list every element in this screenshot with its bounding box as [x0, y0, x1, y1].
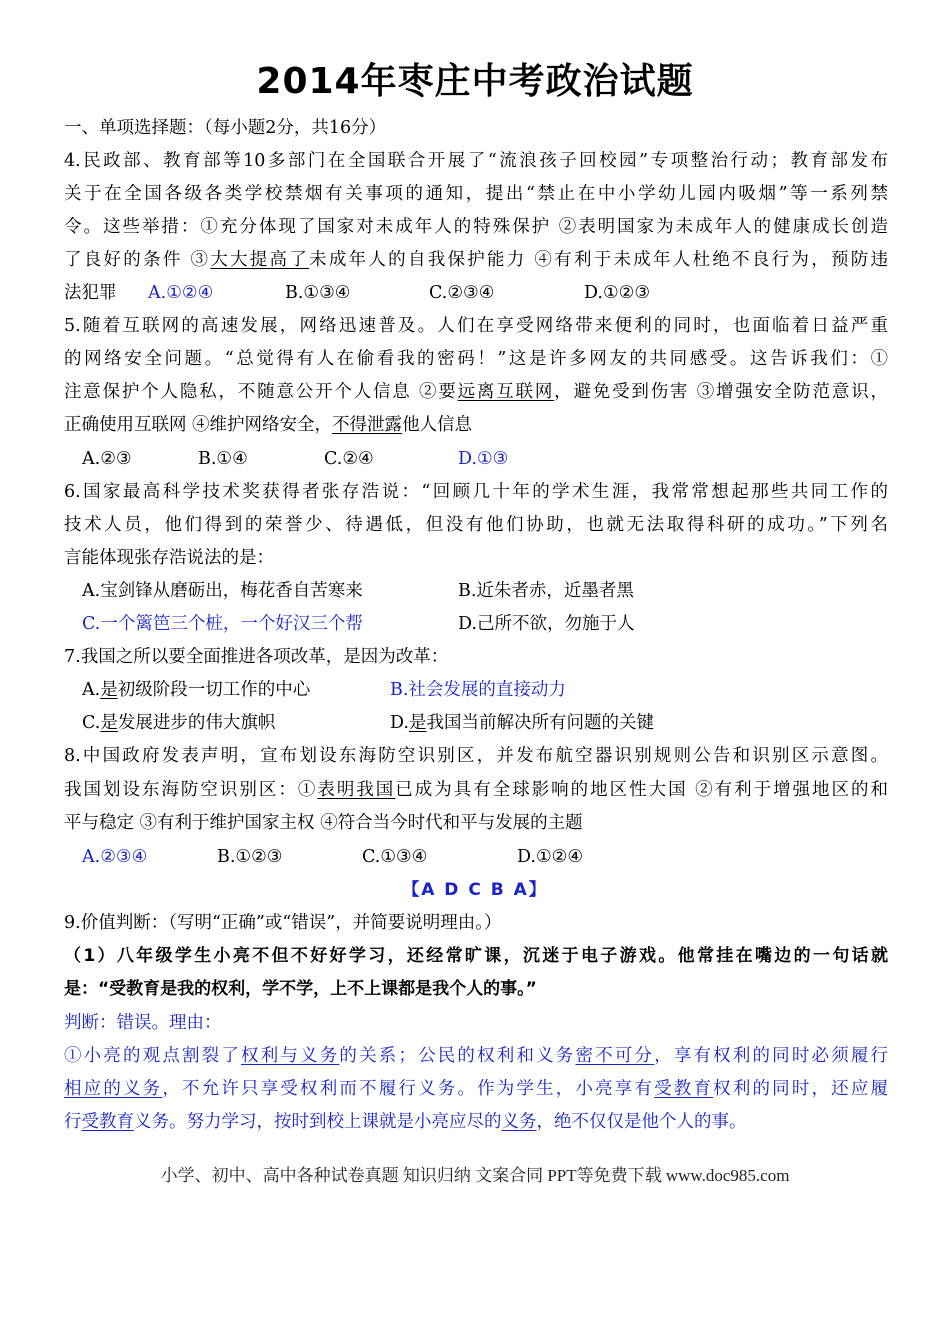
underlined-phrase: 大大提高了	[210, 250, 310, 270]
q6-option-a: A.宝剑锋从磨砺出，梅花香自苦寒来	[82, 581, 363, 601]
q9-line-1: 9.价值判断：（写明“正确”或“错误”，并简要说明理由。）	[64, 913, 502, 933]
q5-line-1: 5.随着互联网的高速发展，网络迅速普及。人们在享受网络带来便利的同时，也面临着日益严重	[64, 316, 888, 336]
underlined-phrase: 远离互联网	[457, 382, 555, 402]
q4-option-a: A.①②④	[148, 283, 214, 303]
q7-option-c: C.是发展进步的伟大旗帜	[82, 713, 276, 733]
q7-option-b: B.社会发展的直接动力	[390, 680, 566, 700]
q6-option-c: C.一个篱笆三个桩，一个好汉三个帮	[82, 614, 363, 634]
q5-option-d: D.①③	[458, 449, 509, 469]
q4-line-4: 了良好的条件 ③大大提高了未成年人的自我保护能力 ④有利于未成年人杜绝不良行为，预防违	[64, 250, 889, 270]
footer-text: 小学、初中、高中各种试卷真题 知识归纳 文案合同 PPT等免费下载 www.doc985.com	[160, 1166, 790, 1185]
q9-reason-line-1: ①小亮的观点割裂了权利与义务的关系；公民的权利和义务密不可分，享有权利的同时必须履行	[64, 1046, 889, 1066]
q7-option-d: D.是我国当前解决所有问题的关键	[390, 713, 654, 733]
q8-option-c: C.①③④	[362, 847, 428, 867]
q8-option-b: B.①②③	[217, 847, 283, 867]
q5-option-b: B.①④	[198, 449, 248, 469]
q4-option-c: C.②③④	[429, 283, 495, 303]
q4-line-2: 关于在全国各级各类学校禁烟有关事项的通知，提出“禁止在中小学幼儿园内吸烟”等一系列禁	[64, 184, 888, 204]
q4-line-1: 4.民政部、教育部等10多部门在全国联合开展了“流浪孩子回校园”专项整治行动；教育部发布	[64, 151, 888, 171]
q8-option-a: A.②③④	[82, 847, 148, 867]
q5-option-a: A.②③	[82, 449, 132, 469]
answer-key: 【A D C B A】	[402, 880, 548, 900]
section-heading: 一、单项选择题：（每小题2分，共16分）	[64, 118, 387, 138]
q6-line-3: 言能体现张存浩说法的是：	[64, 548, 274, 568]
q8-line-3: 平与稳定 ③有利于维护国家主权 ④符合当今时代和平与发展的主题	[64, 813, 583, 833]
q6-option-b: B.近朱者赤，近墨者黑	[458, 581, 634, 601]
q8-option-d: D.①②④	[517, 847, 584, 867]
page-title: 2014年枣庄中考政治试题	[256, 61, 694, 102]
q4-line-3: 令。这些举措：①充分体现了国家对未成年人的特殊保护 ②表明国家为未成年人的健康成长创造	[64, 217, 888, 237]
q5-line-3: 注意保护个人隐私，不随意公开个人信息 ②要远离互联网，避免受到伤害 ③增强安全防范意识，	[64, 382, 889, 402]
q9-reason-line-3: 行受教育义务。努力学习，按时到校上课就是小亮应尽的义务，绝不仅仅是他个人的事。	[64, 1112, 747, 1132]
q4-option-b: B.①③④	[285, 283, 351, 303]
q7-line-1: 7.我国之所以要全面推进各项改革，是因为改革：	[64, 647, 449, 667]
q9-judgement: 判断：错误。理由：	[64, 1013, 222, 1033]
q9-reason-line-2: 相应的义务，不允许只享受权利而不履行义务。作为学生，小亮享有受教育权利的同时，还应履	[64, 1079, 889, 1099]
q5-option-c: C.②④	[324, 449, 374, 469]
q6-line-2: 技术人员，他们得到的荣誉少、待遇低，但没有他们协助，也就无法取得科研的成功。”下列名	[64, 515, 888, 535]
underlined-phrase: 不得泄露	[332, 415, 403, 435]
q6-option-d: D.己所不欲，勿施于人	[458, 614, 635, 634]
q6-line-1: 6.国家最高科学技术奖获得者张存浩说：“回顾几十年的学术生涯，我常常想起那些共同工作的	[64, 482, 888, 502]
q9-statement-line-1: （1）八年级学生小亮不但不好好学习，还经常旷课，沉迷于电子游戏。他常挂在嘴边的一句话就	[64, 946, 888, 966]
q5-line-2: 的网络安全问题。“总觉得有人在偷看我的密码！”这是许多网友的共同感受。这告诉我们：①	[64, 349, 888, 369]
q8-line-2: 我国划设东海防空识别区：①表明我国已成为具有全球影响的地区性大国 ②有利于增强地区的和	[64, 780, 889, 800]
q9-statement-line-2: 是：“受教育是我的权利，学不学，上不上课都是我个人的事。”	[64, 979, 537, 999]
q7-option-a: A.是初级阶段一切工作的中心	[82, 680, 311, 700]
underlined-phrase: 表明我国	[317, 780, 396, 800]
q5-line-4: 正确使用互联网 ④维护网络安全，不得泄露他人信息	[64, 415, 473, 435]
q4-line-5: 法犯罪	[64, 283, 117, 303]
q8-line-1: 8.中国政府发表声明，宣布划设东海防空识别区，并发布航空器识别规则公告和识别区示意图。	[64, 746, 888, 766]
q4-option-d: D.①②③	[584, 283, 651, 303]
